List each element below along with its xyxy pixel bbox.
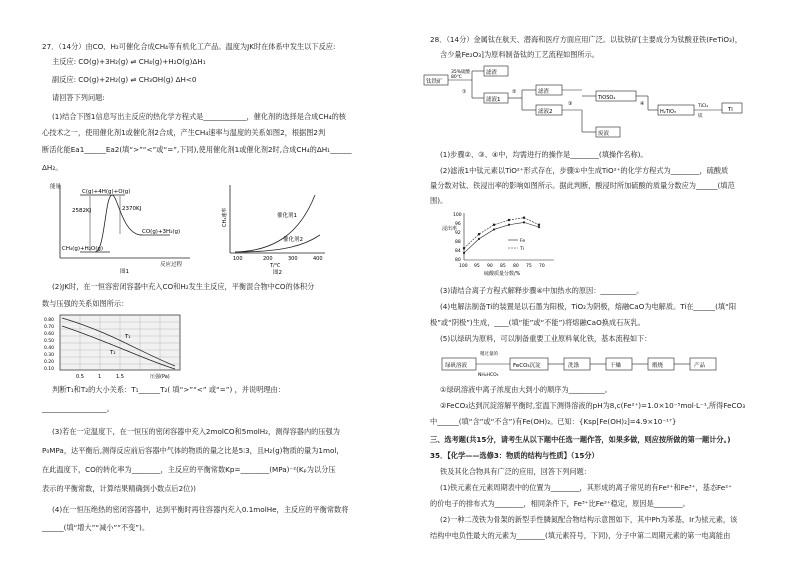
data-point-ti: [478, 233, 480, 235]
fig3-ytick: 0.10: [44, 367, 55, 372]
figure-1-energy-diagram: [50, 180, 200, 275]
chart-ytick: 96: [455, 222, 461, 227]
flow2-b: FeCO₃沉淀: [513, 363, 541, 369]
fig1-caption: 图1: [120, 269, 129, 275]
q27-part1-a: (1)结合下图1信息写出主反应的热化学方程式是____________，催化剂的选择是合成CH₄的核: [52, 112, 346, 121]
q27-part3-a: (3)若在一定温度下，在一恒压的密闭容器中充入2molCO和5molH₂，测得容器内的压强为: [52, 427, 340, 436]
fig2-tick: 200: [263, 256, 273, 262]
chart-xtick: 90: [487, 264, 493, 269]
flow-waste: 废液: [598, 131, 610, 137]
chart-ytick: 92: [455, 231, 461, 236]
chart-xlabel: 硫酸质量分数/%: [484, 271, 521, 277]
fig3-xtick: 1: [98, 374, 102, 380]
flow-step-4: ④: [640, 101, 645, 107]
right-column: [412, 0, 762, 562]
q27-part1-b: 心技术之一，使用催化剂1或催化剂2合成，产生CH₄速率与温度的关系如图2，根据图2判: [42, 128, 326, 137]
fig1-low-state: CH₄(g)+H₂O(g): [62, 246, 104, 252]
fig2-catalyst-1: 催化剂1: [277, 213, 297, 219]
fig1-top-state: C(g)+4H(g)+O(g): [82, 189, 131, 195]
fig3-ytick: 0.20: [44, 360, 55, 365]
fig3-xlabel: 压强(Pa): [150, 374, 170, 380]
q27-part3-c: 在此温度下，CO的转化率为________，主反应的平衡常数Kp=________(MPa)⁻²(Kₚ为以分压: [42, 465, 336, 474]
data-point-fe: [508, 224, 510, 226]
section-3-heading: 三、选考题(共15分，请考生从以下题中任选一题作答，如果多做，则应按所做的第一题计分。): [430, 435, 731, 444]
chart-ytick: 100: [453, 213, 462, 218]
q27-prompt: 请回答下列问题:: [52, 93, 105, 102]
flow-filtrate-1: 滤液1: [486, 97, 501, 103]
chart-xtick: 95: [474, 264, 480, 269]
fig1-ylabel: 能量: [50, 184, 62, 190]
data-point-ti: [463, 247, 465, 249]
flow2-d: 干燥: [610, 363, 622, 369]
fig3-t2-label: T₂: [110, 350, 116, 356]
fig3-ytick: 0.40: [44, 346, 55, 351]
fig3-ytick: 0.60: [44, 332, 55, 337]
q27-part2-b: 数与压强的关系如图所示：: [42, 299, 129, 308]
data-point-ti: [538, 224, 540, 226]
fig2-tick: 400: [313, 256, 323, 262]
fig1-energy-2: 2370KJ: [122, 206, 142, 212]
q28-part2-c: 围)。: [430, 196, 448, 205]
q27-part2-d: __________________。: [42, 404, 114, 413]
data-point-ti: [493, 224, 495, 226]
chart-xtick: 80: [513, 264, 519, 269]
flow-ticl4: TiCl₄: [698, 104, 709, 109]
q27-intro: 27．（14分）由CO、H₂可催化合成CH₄等有机化工产品。温度为JK时在体系中发生以下反应:: [42, 42, 336, 51]
flow2-f: 产品: [694, 363, 706, 369]
q28-part5-c: 中______(填“含”或“不含”)有Fe(OH)₂。已知：{Ksp[Fe(OH)₂]=4.9×10⁻¹⁷}: [430, 417, 677, 426]
flow-mg: 镁: [698, 114, 703, 119]
q27-part1-c: 断活化能Ea1______Ea2(填“>”“<”或“=”,下同),使用催化剂1或催化剂2时,合成CH₄的ΔH₁______: [42, 145, 352, 154]
q27-part3-d: 表示的平衡常数，计算结果精确到小数点后2位)): [42, 484, 196, 493]
data-point-ti: [523, 217, 525, 219]
q35-part1-b: 的价电子的排布式为________，相同条件下，Fe³⁺比Fe²⁺稳定，原因是________。: [430, 499, 690, 508]
q28-part4-b: 极”或“阴极”)生成，____(填“能”或“不能”)将熔融CaO换成石灰乳。: [430, 318, 645, 327]
flow2-e: 煅烧: [652, 363, 664, 369]
flow-step-2: ②: [512, 89, 517, 95]
figure-3-co-fraction: [40, 312, 225, 382]
fig3-ytick: 0.30: [44, 353, 55, 358]
q27-part1-d: ΔH₂。: [42, 163, 63, 172]
q28-intro: 28．（14分）金属钛在航天、潜海和医疗方面应用广泛。以钛铁矿[主要成分为钛酸亚铁(FeTiO₃)，: [430, 35, 742, 44]
q28-part4-a: (4)电解法制备Ti的装置是以石墨为阳极，TiO₂为阴极，熔融CaO为电解质。Ti在______(填“阳: [440, 302, 737, 311]
flow-residue: 滤渣: [486, 70, 498, 76]
chart-ylabel: 浸出率: [442, 226, 458, 232]
q28-part5-b: ②FeCO₃达到沉淀溶解平衡时,室温下测得溶液的pH为8,c(Fe²⁺)=1.0×10⁻⁵mol·L⁻¹,所得FeCO₃: [440, 401, 746, 410]
q35-part1-a: (1)铁元素在元素周期表中的位置为________，其形成的离子常见的有Fe²⁺和Fe³⁺，基态Fe²⁺: [440, 483, 732, 492]
flow-residue-2: 滤渣: [538, 89, 550, 95]
fig3-xtick: 0.5: [76, 374, 84, 380]
legend-ti: Ti: [520, 247, 524, 252]
q28-part1: (1)步骤②、③、④中，均需进行的操作是________(填操作名称)。: [440, 150, 648, 159]
fig1-xlabel: 反应过程: [160, 262, 183, 268]
fig2-tick: 100: [233, 256, 243, 262]
data-point-fe: [538, 226, 540, 228]
fig1-mid-state: CO(g)+3H₂(g): [142, 229, 181, 235]
chart-xtick: 85: [500, 264, 506, 269]
flow-tioso4: TiOSO₄: [598, 95, 616, 101]
chart-xtick: 100: [459, 264, 468, 269]
q35-part2-a: (2)一种二茂铁为骨架的新型手性膦氮配合物结构示意图如下，其中Ph为苯基，Ir为铱元素，该: [440, 515, 738, 524]
q27-main-reaction: 主反应: CO(g)+3H₂(g) ⇌ CH₄(g)+H₂O(g)ΔH₁: [52, 57, 206, 66]
flow-filtrate-2: 滤液2: [538, 109, 553, 115]
flow2-c: 洗涤: [568, 363, 580, 369]
flow2-reagent-2: NH₄HCO₃: [478, 373, 499, 378]
figure-2-rate-curve: [215, 183, 330, 275]
fig2-catalyst-2: 催化剂2: [283, 237, 303, 243]
chart-xtick: 75: [526, 264, 532, 269]
fig2-caption: 图2: [273, 270, 282, 275]
flow-step-1: ①: [462, 89, 467, 95]
fig3-xtick: 1.5: [116, 374, 124, 380]
q28-intro-2: 含少量Fe₂O₃]为原料制备钛的工艺流程如图所示。: [440, 50, 599, 59]
flow-ore: 钛铁矿: [426, 79, 443, 85]
series-line-ti: [464, 218, 539, 249]
flow-condition: 80℃: [451, 75, 462, 80]
q27-part2-a: (2)JK时，在一恒容密闭容器中充入CO和H₂发生主反应，平衡混合物中CO的体积分: [52, 282, 315, 291]
q27-side-reaction: 副反应: CO(g)+2H₂(g) ⇌ CH₃OH(g) ΔH<0: [52, 75, 197, 84]
q28-part5: (5)以绿矾为原料，可以制备重要工业原料氧化铁，基本流程如下：: [440, 334, 652, 343]
q27-part4-b: ______(填“增大”“减小”“不变”)。: [42, 523, 150, 532]
flow-acid: 35%硫酸: [451, 70, 471, 75]
q27-part3-b: P₀MPa，达平衡后,测得反应前后容器中气体的物质的量之比是5∶3，且H₂(g)物质的量为1mol，: [42, 446, 344, 455]
flow2-reagent: 稍过量的: [480, 352, 498, 357]
q35-intro: 铁及其化合物具有广泛的应用，回答下列问题：: [440, 467, 591, 476]
fig3-t1-label: T₁: [125, 334, 131, 340]
left-column: [40, 0, 390, 562]
chart-ytick: 80: [455, 258, 461, 263]
leaching-rate-chart: [442, 210, 567, 278]
fig3-ytick: 0.70: [44, 325, 55, 330]
fig2-xlabel: T/℃: [270, 263, 281, 269]
chart-ytick: 88: [455, 240, 461, 245]
fig3-ytick: 0.50: [44, 339, 55, 344]
q28-part5-a: ①绿矾溶液中离子浓度由大到小的顺序为__________。: [440, 385, 612, 394]
process-flow-diagram: [422, 63, 752, 145]
q28-part2-a: (2)滤液1中钛元素以TiO²⁺形式存在，步骤①中生成TiO²⁺的化学方程式为________，硫酸质: [440, 166, 729, 175]
green-vitriol-flow: [440, 346, 740, 378]
data-point-fe: [478, 238, 480, 240]
data-point-fe: [523, 221, 525, 223]
q28-part2-b: 量分数对钛、铁浸出率的影响如图所示。据此判断，酸浸时所加硫酸的质量分数应为______(填范: [430, 181, 735, 190]
flow-h2tio3: H₂TiO₃: [660, 109, 676, 115]
flow-ti: Ti: [728, 107, 733, 113]
chart-xtick: 70: [539, 264, 545, 269]
q27-part4-a: (4)在一恒压绝热的密闭容器中，达到平衡时再往容器内充入0.1molHe，主反应的平衡常数将: [52, 505, 349, 514]
fig1-energy-1: 2582KJ: [72, 208, 92, 214]
data-point-fe: [463, 252, 465, 254]
q35-heading: 35．【化学——选修3：物质的结构与性质】（15分）: [430, 451, 599, 460]
chart-ytick: 84: [455, 249, 461, 254]
q27-part2-c: 判断T₁和T₂的大小关系：T₁______T₂( 填“>”“<” 或“=”) ，并说明理由：: [52, 385, 285, 394]
q35-part2-b: 结构中电负性最大的元素为________(填元素符号，下同)，分子中第二周期元素的第一电离能由: [430, 531, 731, 540]
data-point-ti: [508, 219, 510, 221]
legend-fe: Fe: [520, 239, 526, 244]
fig2-tick: 300: [288, 256, 298, 262]
fig2-ylabel: CH₄速率: [222, 207, 228, 227]
q28-part3: (3)请结合离子方程式解释步骤④中加热水的原因：__________。: [440, 286, 644, 295]
fig3-ytick: 0.80: [44, 318, 55, 323]
flow2-a: 绿矾溶液: [445, 363, 468, 369]
flow-step-3: ③: [568, 101, 573, 107]
data-point-fe: [493, 228, 495, 230]
